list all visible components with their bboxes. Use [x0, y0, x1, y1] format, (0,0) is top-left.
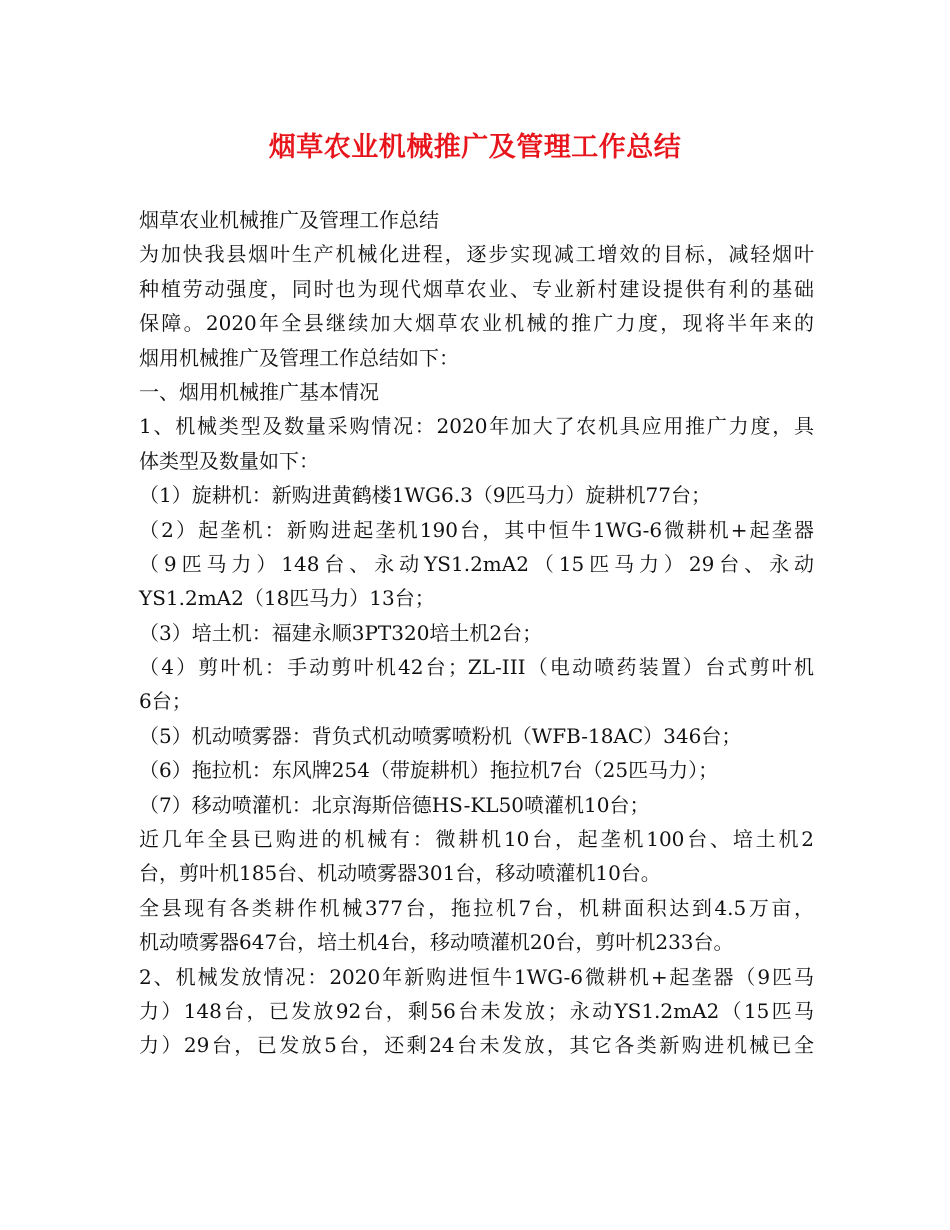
document-body — [139, 203, 814, 1063]
body-line: 机动喷雾器647台，培土机4台，移动喷灌机20台，剪叶机233台。 — [139, 930, 734, 955]
body-line: 2、机械发放情况：2020年新购进恒牛1WG-6微耕机+起垄器（9匹马 — [139, 964, 814, 989]
body-line: （6）拖拉机：东风牌254（带旋耕机）拖拉机7台（25匹马力）； — [139, 758, 719, 783]
body-line: 体类型及数量如下： — [139, 448, 319, 473]
body-line: 保障。2020年全县继续加大烟草农业机械的推广力度，现将半年来的 — [139, 311, 814, 336]
body-line: 为加快我县烟叶生产机械化进程，逐步实现减工增效的目标，减轻烟叶 — [139, 242, 814, 267]
body-line: 烟用机械推广及管理工作总结如下： — [139, 345, 459, 370]
body-line: 一、烟用机械推广基本情况 — [139, 379, 379, 404]
body-line: 烟草农业机械推广及管理工作总结 — [139, 208, 439, 232]
body-line: （5）机动喷雾器：背负式机动喷雾喷粉机（WFB-18AC）346台； — [139, 723, 742, 748]
body-line: 种植劳动强度，同时也为现代烟草农业、专业新村建设提供有利的基础 — [139, 276, 814, 301]
body-line: 力）29台，已发放5台，还剩24台未发放，其它各类新购进机械已全 — [139, 1033, 814, 1058]
body-line: （3）培土机：福建永顺3PT320培土机2台； — [139, 620, 543, 645]
body-line: 近几年全县已购进的机械有：微耕机10台，起垄机100台、培土机2 — [139, 827, 814, 852]
body-line: （2）起垄机：新购进起垄机190台，其中恒牛1WG-6微耕机+起垄器 — [139, 517, 814, 542]
body-line: 台，剪叶机185台、机动喷雾器301台，移动喷灌机10台。 — [139, 861, 661, 886]
body-line: YS1.2mA2（18匹马力）13台； — [139, 586, 435, 611]
body-line: （1）旋耕机：新购进黄鹤楼1WG6.3（9匹马力）旋耕机77台； — [139, 483, 711, 508]
body-line: 全县现有各类耕作机械377台，拖拉机7台，机耕面积达到4.5万亩， — [139, 895, 814, 920]
body-line: （4）剪叶机：手动剪叶机42台；ZL-III（电动喷药装置）台式剪叶机 — [139, 655, 814, 680]
body-line: （7）移动喷灌机：北京海斯倍德HS-KL50喷灌机10台； — [139, 792, 650, 817]
body-line: 1、机械类型及数量采购情况：2020年加大了农机具应用推广力度，具 — [139, 414, 814, 439]
body-line: （9匹马力）148台、永动YS1.2mA2（15匹马力）29台、永动 — [139, 551, 814, 576]
document-title: 烟草农业机械推广及管理工作总结 — [268, 132, 682, 163]
body-line: 力）148台，已发放92台，剩56台未发放；永动YS1.2mA2（15匹马 — [139, 998, 814, 1023]
body-line: 6台； — [139, 689, 192, 714]
